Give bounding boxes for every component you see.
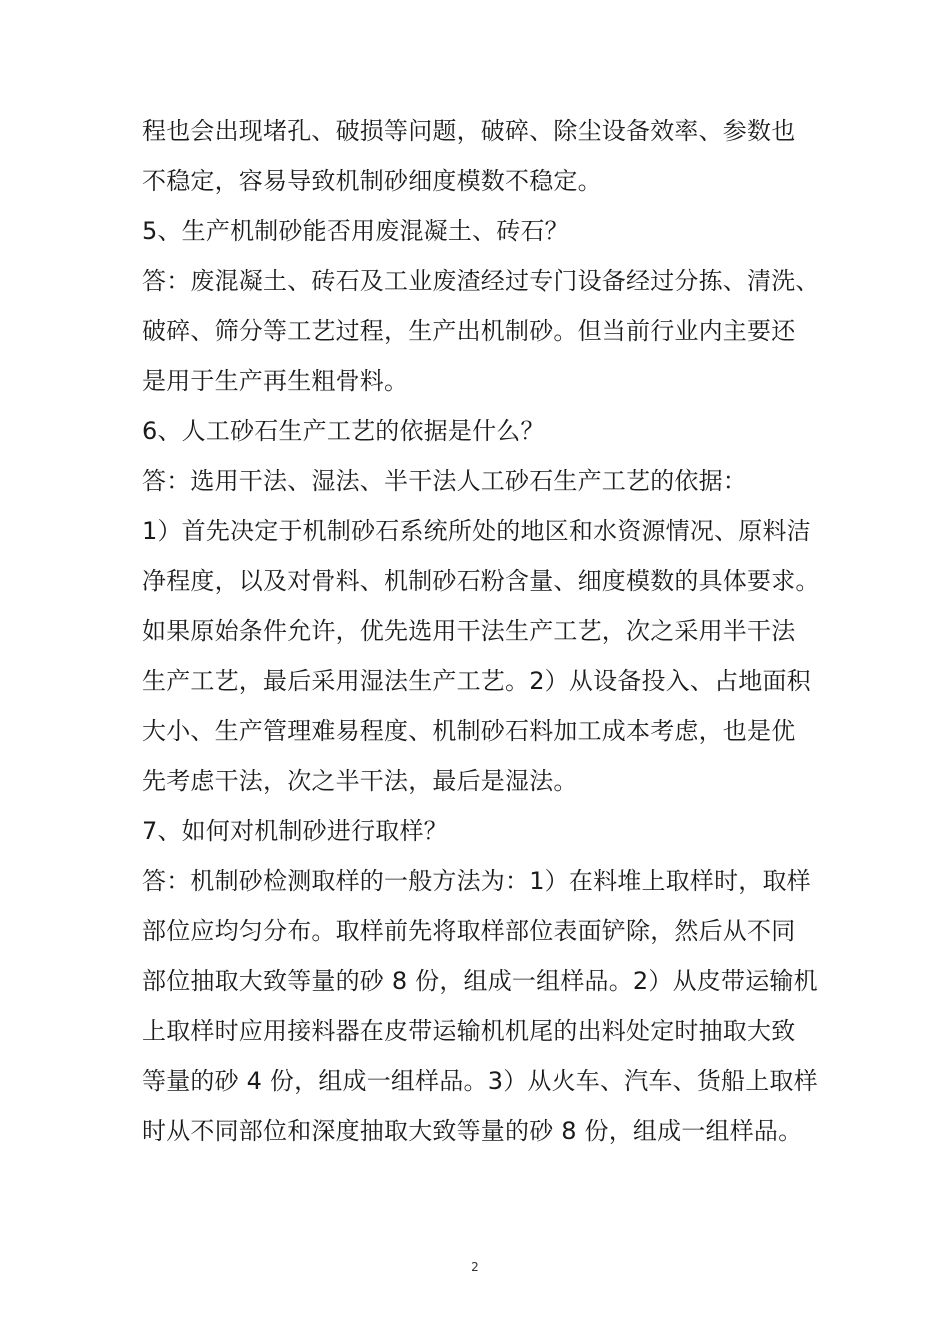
text-line: 部位抽取大致等量的砂 8 份，组成一组样品。2）从皮带运输机 — [142, 967, 818, 995]
document-body — [142, 106, 822, 1156]
answer-line: 答：废混凝土、砖石及工业废渣经过专门设备经过分拣、清洗、 — [142, 267, 820, 295]
page-number: 2 — [471, 1260, 479, 1274]
answer-line: 答：机制砂检测取样的一般方法为：1）在料堆上取样时，取样 — [142, 867, 811, 895]
text-line: 如果原始条件允许，优先选用干法生产工艺，次之采用半干法 — [142, 617, 796, 645]
question-heading: 5、生产机制砂能否用废混凝土、砖石？ — [142, 217, 569, 245]
question-heading: 7、如何对机制砂进行取样？ — [142, 817, 448, 845]
text-line: 先考虑干法，次之半干法，最后是湿法。 — [142, 767, 578, 795]
text-line: 程也会出现堵孔、破损等问题，破碎、除尘设备效率、参数也 — [142, 117, 796, 145]
text-line: 时从不同部位和深度抽取大致等量的砂 8 份，组成一组样品。 — [142, 1117, 803, 1145]
text-line: 部位应均匀分布。取样前先将取样部位表面铲除，然后从不同 — [142, 917, 796, 945]
text-line: 是用于生产再生粗骨料。 — [142, 367, 409, 395]
answer-line: 答：选用干法、湿法、半干法人工砂石生产工艺的依据： — [142, 467, 747, 495]
text-line: 大小、生产管理难易程度、机制砂石料加工成本考虑，也是优 — [142, 717, 796, 745]
text-line: 生产工艺，最后采用湿法生产工艺。2）从设备投入、占地面积 — [142, 667, 811, 695]
question-heading: 6、人工砂石生产工艺的依据是什么？ — [142, 417, 545, 445]
text-line: 破碎、筛分等工艺过程，生产出机制砂。但当前行业内主要还 — [142, 317, 796, 345]
text-line: 等量的砂 4 份，组成一组样品。3）从火车、汽车、货船上取样 — [142, 1067, 818, 1095]
text-line: 不稳定，容易导致机制砂细度模数不稳定。 — [142, 167, 602, 195]
text-line: 上取样时应用接料器在皮带运输机机尾的出料处定时抽取大致 — [142, 1017, 796, 1045]
text-line: 1）首先决定于机制砂石系统所处的地区和水资源情况、原料洁 — [142, 517, 811, 545]
text-line: 净程度，以及对骨料、机制砂石粉含量、细度模数的具体要求。 — [142, 567, 820, 595]
